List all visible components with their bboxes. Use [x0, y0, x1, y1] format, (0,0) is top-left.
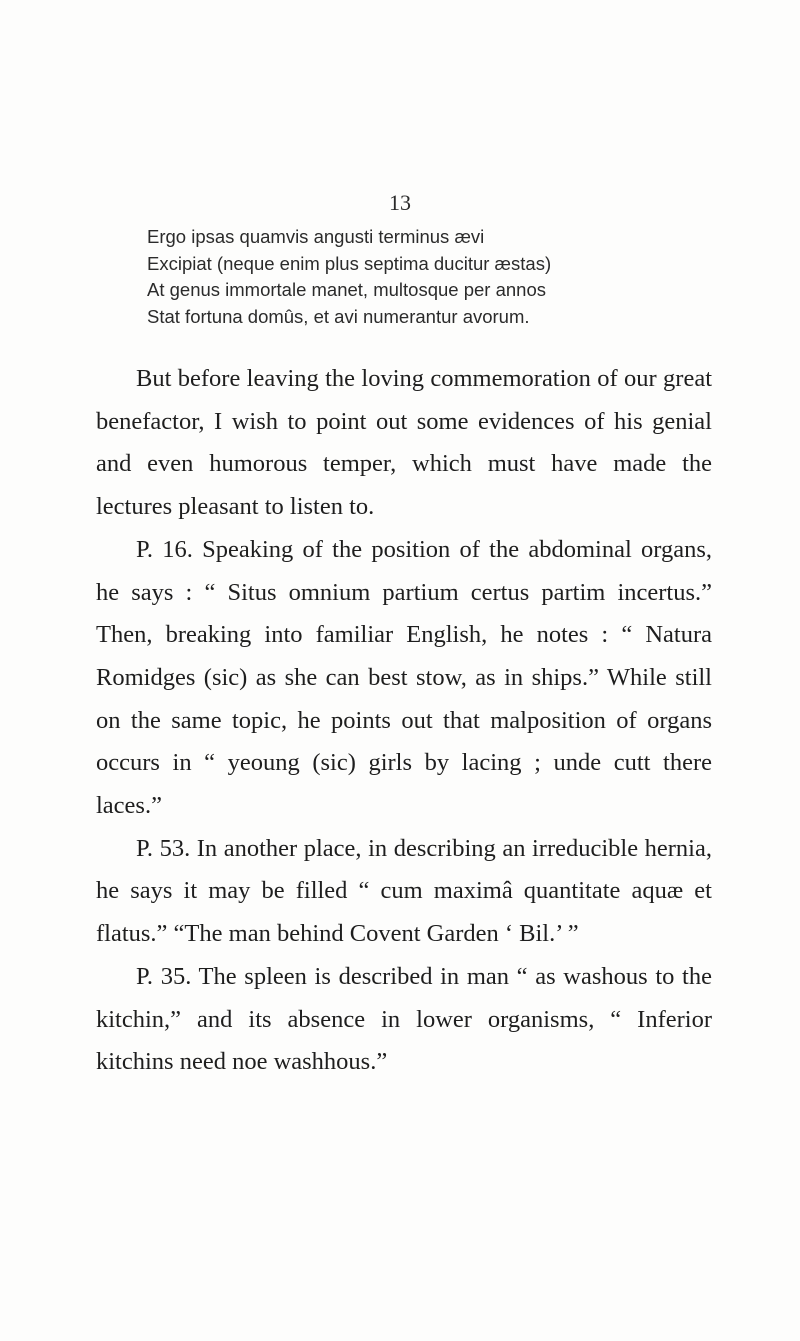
page-number: 13 [389, 190, 411, 215]
body-text [96, 358, 712, 1084]
verse-line: Stat fortuna domûs, et avi numerantur avorum. [147, 305, 530, 327]
paragraph: P. 16. Speaking of the position of the abdominal organs, he says : “ Situs omnium partium certus partim incertus.” Then, breaking into familiar English, he notes : “ Natura Romidges (sic) as she can best stow, as in ships.” While still on the same topic, he points out that malposition of organs occurs in “ yeoung (sic) girls by lacing ; unde cutt there laces.” [96, 535, 712, 820]
paragraph: But before leaving the loving commemoration of our great benefactor, I wish to point out some evidences of his genial and even humorous temper, which must have made the lectures pleasant to listen to. [96, 365, 712, 521]
verse-line: Excipiat (neque enim plus septima ducitur æstas) [147, 252, 552, 274]
paragraph: P. 53. In another place, in describing an irreducible hernia, he says it may be filled “ cum maximâ quantitate aquæ et flatus.” “The man behind Covent Garden ‘ Bil.’ ” [96, 834, 712, 948]
verse-line: At genus immortale manet, multosque per annos [147, 279, 546, 300]
verse-line: Ergo ipsas quamvis angusti terminus ævi [147, 226, 485, 247]
latin-verse-block [147, 224, 727, 330]
paragraph: P. 35. The spleen is described in man “ as washous to the kitchin,” and its absence in lower organisms, “ Inferior kitchins need noe washhous.” [96, 962, 712, 1076]
